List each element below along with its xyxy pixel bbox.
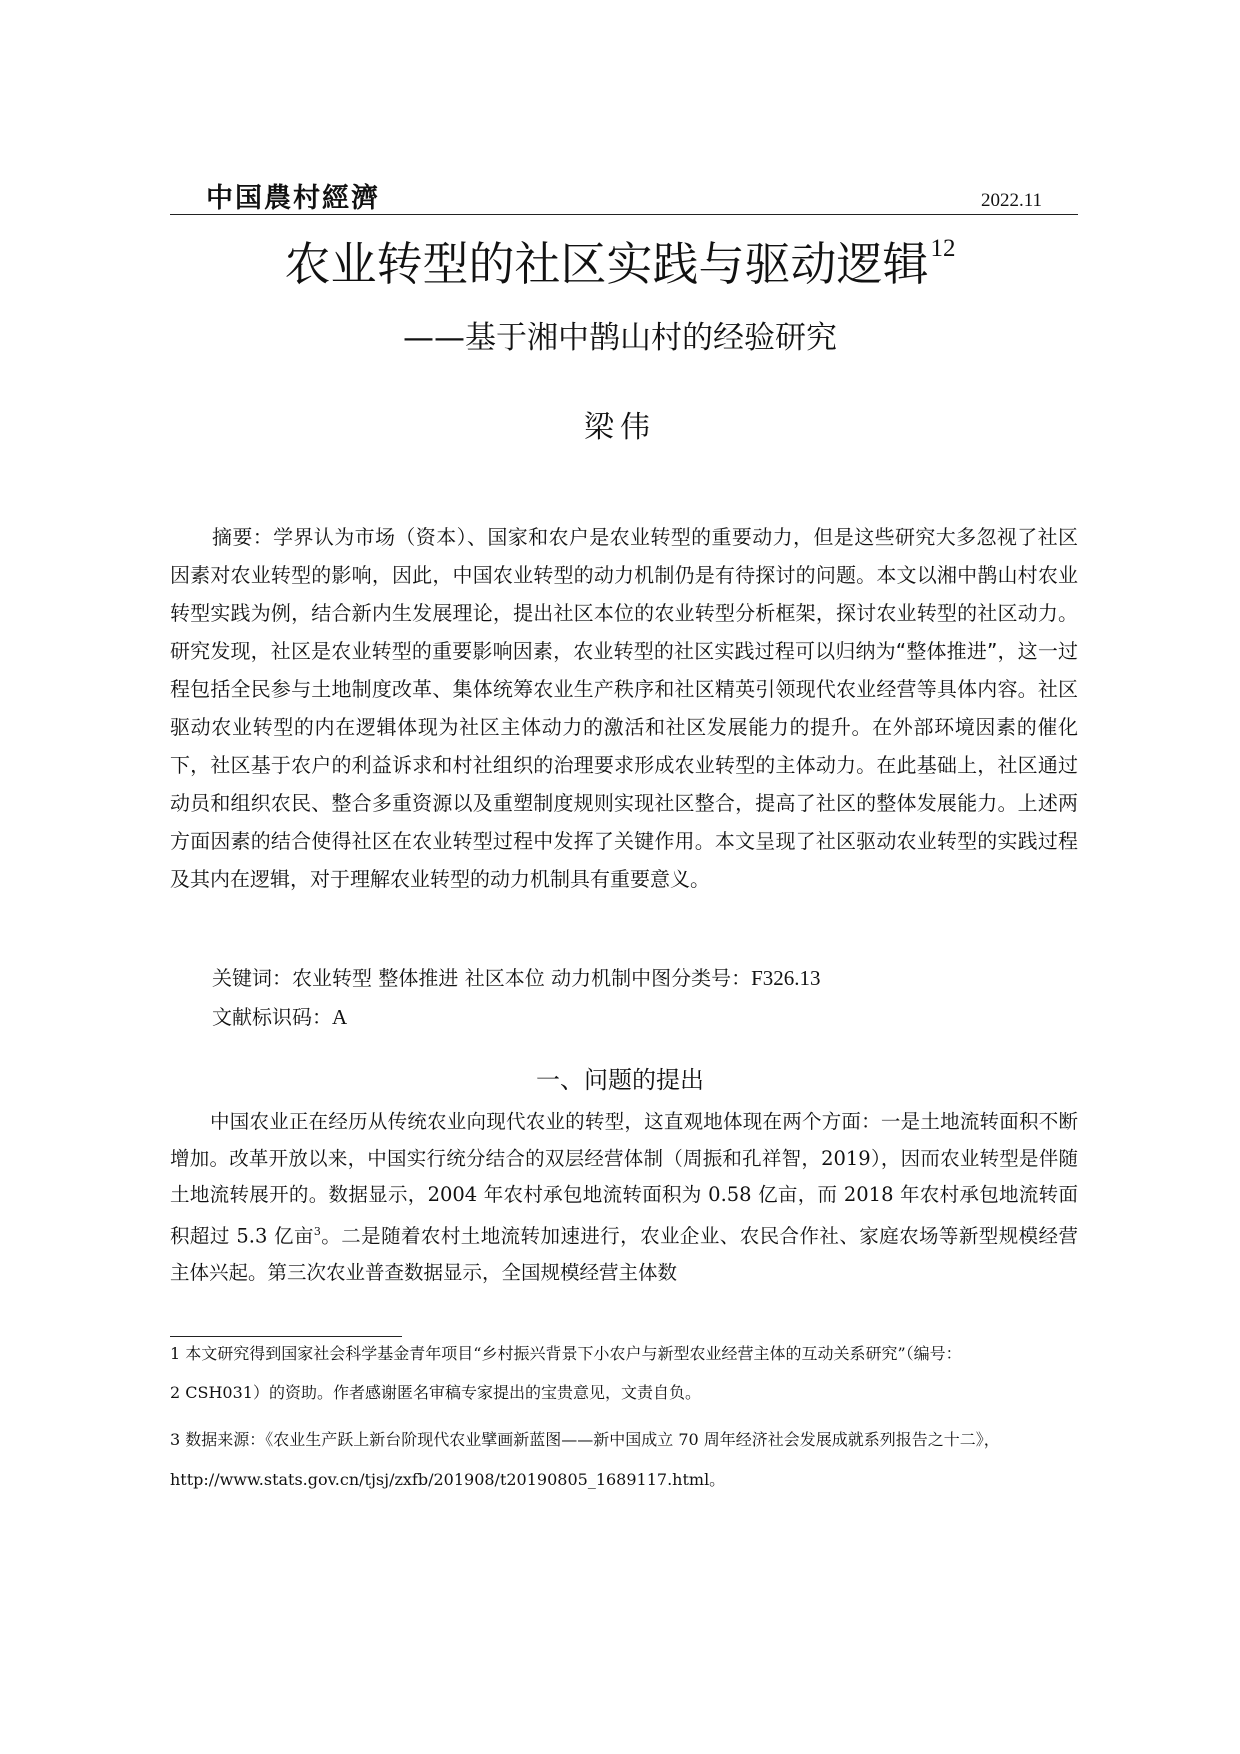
issue-date: 2022.11: [980, 190, 1042, 211]
footnote-3: 3 数据来源：《农业生产跃上新台阶现代农业擘画新蓝图——新中国成立 70 周年经济社会发展成就系列报告之十二》， http://www.stats.gov.cn/tjsj/zxfb/201908/t20190805_1689117.html。: [170, 1430, 1000, 1489]
footnotes: [170, 1342, 1078, 1500]
section-heading: 一、问题的提出: [536, 1066, 704, 1094]
body-paragraph: [170, 1104, 1078, 1291]
paragraph-text-cont: 。二是随着农村土地流转加速进行，农业企业、农民合作社、家庭农场等新型规模经营主体兴起。第三次农业普查数据显示，全国规模经营主体数: [170, 1224, 1078, 1284]
footnote-1: 1 本文研究得到国家社会科学基金青年项目“乡村振兴背景下小农户与新型农业经营主体的互动关系研究”（编号：: [170, 1344, 962, 1363]
doc-code: A: [332, 1005, 348, 1029]
title-footnote-marks: 12: [930, 235, 956, 262]
paragraph: [170, 1104, 1078, 1291]
abstract: [170, 518, 1078, 898]
journal-name: 中国農村經濟: [206, 183, 380, 214]
author-name: 梁伟: [584, 410, 656, 445]
clc-label: 中图分类号：: [631, 966, 752, 990]
document-code-line: [212, 1001, 347, 1030]
keywords: 农业转型 整体推进 社区本位 动力机制: [292, 966, 632, 990]
journal-header: [170, 170, 1078, 215]
footnote-ref-3: 3: [313, 1224, 321, 1238]
keywords-line: [212, 962, 821, 991]
clc-number: F326.13: [751, 966, 821, 990]
keywords-label: 关键词：: [212, 966, 292, 990]
footnote-separator: [170, 1336, 402, 1337]
footnote-2: 2 CSH031）的资助。作者感谢匿名审稿专家提出的宝贵意见，文责自负。: [170, 1383, 701, 1402]
article-subtitle: ——基于湘中鹊山村的经验研究: [403, 320, 837, 356]
paragraph-text: 中国农业正在经历从传统农业向现代农业的转型，这直观地体现在两个方面：一是土地流转面积不断增加。改革开放以来，中国实行统分结合的双层经营体制（周振和孔祥智，2019），因而农业转型是伴随土地流转展开的。数据显示，2004 年农村承包地流转面积为 0.58 亿亩，而 2018 年农村承包地流转面积超过 5.3 亿亩: [170, 1110, 1078, 1247]
doc-code-label: 文献标识码：: [212, 1005, 332, 1029]
article-title: [120, 228, 1120, 294]
title-text: 农业转型的社区实践与驱动逻辑: [284, 237, 929, 291]
abstract-text: 摘要：学界认为市场（资本）、国家和农户是农业转型的重要动力，但是这些研究大多忽视了社区因素对农业转型的影响，因此，中国农业转型的动力机制仍是有待探讨的问题。本文以湘中鹊山村农业转型实践为例，结合新内生发展理论，提出社区本位的农业转型分析框架，探讨农业转型的社区动力。研究发现，社区是农业转型的重要影响因素，农业转型的社区实践过程可以归纳为“整体推进”，这一过程包括全民参与土地制度改革、集体统筹农业生产秩序和社区精英引领现代农业经营等具体内容。社区驱动农业转型的内在逻辑体现为社区主体动力的激活和社区发展能力的提升。在外部环境因素的催化下，社区基于农户的利益诉求和村社组织的治理要求形成农业转型的主体动力。在此基础上，社区通过动员和组织农民、整合多重资源以及重塑制度规则实现社区整合，提高了社区的整体发展能力。上述两方面因素的结合使得社区在农业转型过程中发挥了关键作用。本文呈现了社区驱动农业转型的实践过程及其内在逻辑，对于理解农业转型的动力机制具有重要意义。: [170, 525, 1078, 891]
